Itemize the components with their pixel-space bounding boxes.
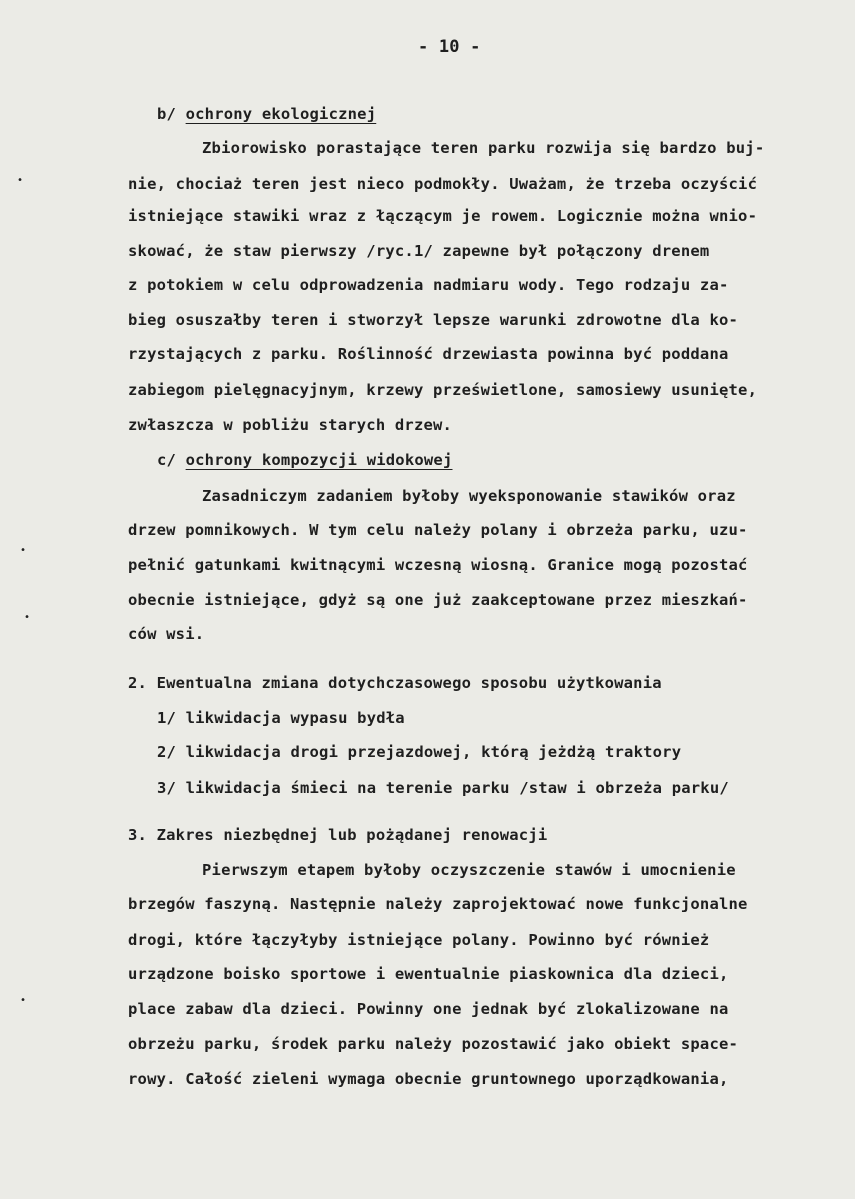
text-line: istniejące stawiki wraz z łączącym je rowem. Logicznie można wnio- — [128, 207, 758, 225]
text-line: zabiegom pielęgnacyjnym, krzewy prześwietlone, samosiewy usunięte, — [128, 381, 758, 399]
section-heading-c — [157, 450, 453, 470]
text-line: z potokiem w celu odprowadzenia nadmiaru wody. Tego rodzaju za- — [128, 276, 729, 294]
text-line: urządzone boisko sportowe i ewentualnie piaskownica dla dzieci, — [128, 965, 729, 983]
list-item: 1/ likwidacja wypasu bydła — [157, 709, 405, 727]
text-line: Pierwszym etapem byłoby oczyszczenie stawów i umocnienie — [202, 861, 736, 879]
page-number: - 10 - — [418, 37, 481, 57]
text-line: nie, chociaż teren jest nieco podmokły. Uważam, że trzeba oczyścić — [128, 175, 758, 193]
list-item: 3/ likwidacja śmieci na terenie parku /staw i obrzeża parku/ — [157, 779, 729, 797]
text-line: Zasadniczym zadaniem byłoby wyeksponowanie stawików oraz — [202, 487, 736, 505]
text-line: rzystających z parku. Roślinność drzewiasta powinna być poddana — [128, 345, 729, 363]
text-line: drzew pomnikowych. W tym celu należy polany i obrzeża parku, uzu- — [128, 521, 748, 539]
margin-mark: • — [24, 612, 31, 623]
text-line: skować, że staw pierwszy /ryc.1/ zapewne był połączony drenem — [128, 242, 710, 260]
margin-mark: • — [20, 545, 27, 556]
text-line: obecnie istniejące, gdyż są one już zaakceptowane przez mieszkań- — [128, 591, 748, 609]
text-line: drogi, które łączyłyby istniejące polany. Powinno być również — [128, 931, 710, 949]
text-line: place zabaw dla dzieci. Powinny one jednak być zlokalizowane na — [128, 1000, 729, 1018]
section-label-b: b/ — [157, 105, 186, 123]
section-label-c: c/ — [157, 451, 186, 469]
section-title-ecological: ochrony ekologicznej — [185, 105, 377, 123]
heading-2: 2. Ewentualna zmiana dotychczasowego sposobu użytkowania — [128, 674, 662, 692]
text-line: ców wsi. — [128, 625, 205, 643]
margin-mark: • — [20, 995, 27, 1006]
text-line: pełnić gatunkami kwitnącymi wczesną wiosną. Granice mogą pozostać — [128, 556, 748, 574]
margin-mark: • — [17, 175, 24, 186]
list-item: 2/ likwidacja drogi przejazdowej, którą jeżdżą traktory — [157, 743, 682, 761]
text-line: zwłaszcza w pobliżu starych drzew. — [128, 416, 453, 434]
heading-3: 3. Zakres niezbędnej lub pożądanej renowacji — [128, 826, 548, 844]
text-line: Zbiorowisko porastające teren parku rozwija się bardzo buj- — [202, 139, 765, 157]
text-line: rowy. Całość zieleni wymaga obecnie gruntownego uporządkowania, — [128, 1070, 729, 1088]
text-line: bieg osuszałby teren i stworzył lepsze warunki zdrowotne dla ko- — [128, 311, 739, 329]
section-title-view-composition: ochrony kompozycji widokowej — [185, 451, 453, 469]
text-line: brzegów faszyną. Następnie należy zaprojektować nowe funkcjonalne — [128, 895, 748, 913]
text-line: obrzeżu parku, środek parku należy pozostawić jako obiekt space- — [128, 1035, 739, 1053]
section-heading-b — [157, 104, 376, 124]
